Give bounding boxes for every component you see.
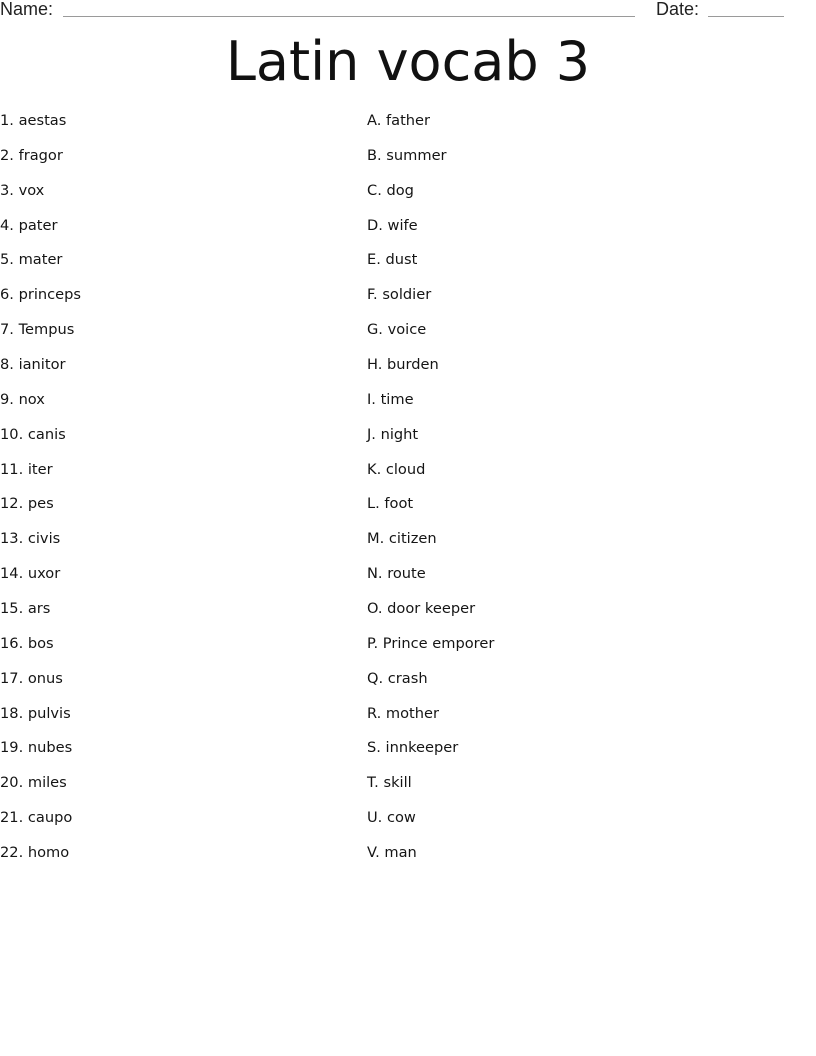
definition-item: F. soldier [367, 286, 432, 304]
date-label: Date: [656, 0, 700, 19]
definition-item: R. mother [367, 704, 439, 722]
definition-item: C. dog [367, 181, 414, 199]
term-item: 14. uxor [0, 565, 61, 583]
definition-item: I. time [367, 390, 414, 408]
term-item: 20. miles [0, 774, 67, 792]
definition-item: V. man [367, 844, 417, 862]
term-item: 4. pater [0, 216, 58, 234]
definition-item: E. dust [367, 251, 418, 269]
term-item: 7. Tempus [0, 321, 75, 339]
term-item: 9. nox [0, 390, 45, 408]
definition-item: G. voice [367, 321, 427, 339]
definition-item: D. wife [367, 216, 418, 234]
term-item: 13. civis [0, 530, 61, 548]
definition-item: L. foot [367, 495, 414, 513]
definition-item: Q. crash [367, 669, 428, 687]
definition-item: K. cloud [367, 460, 426, 478]
definition-item: O. door keeper [367, 600, 476, 618]
term-item: 21. caupo [0, 809, 73, 827]
definition-item: U. cow [367, 809, 416, 827]
worksheet-header [0, 0, 816, 24]
definition-item: M. citizen [367, 530, 437, 548]
definition-item: S. innkeeper [367, 739, 459, 757]
term-item: 18. pulvis [0, 704, 71, 722]
term-item: 1. aestas [0, 112, 67, 129]
term-item: 5. mater [0, 251, 63, 269]
term-item: 19. nubes [0, 739, 73, 757]
name-label: Name: [0, 0, 54, 19]
term-item: 10. canis [0, 425, 66, 443]
terms-list [0, 111, 81, 878]
term-item: 16. bos [0, 634, 54, 652]
date-blank-line[interactable] [708, 16, 784, 17]
term-item: 3. vox [0, 181, 45, 199]
term-item: 6. princeps [0, 286, 81, 304]
definition-item: T. skill [367, 774, 412, 792]
term-item: 17. onus [0, 669, 63, 687]
term-item: 12. pes [0, 495, 54, 513]
definition-item: A. father [367, 112, 431, 129]
term-item: 8. ianitor [0, 356, 66, 374]
page-title: Latin vocab 3 [225, 30, 591, 93]
definition-item: P. Prince emporer [367, 634, 495, 652]
definition-item: J. night [367, 425, 419, 443]
name-blank-line[interactable] [63, 16, 635, 17]
definitions-list [367, 111, 494, 878]
term-item: 22. homo [0, 844, 70, 862]
term-item: 2. fragor [0, 146, 63, 164]
definition-item: B. summer [367, 146, 447, 164]
term-item: 15. ars [0, 600, 51, 618]
definition-item: N. route [367, 565, 426, 583]
term-item: 11. iter [0, 460, 53, 478]
definition-item: H. burden [367, 356, 439, 374]
